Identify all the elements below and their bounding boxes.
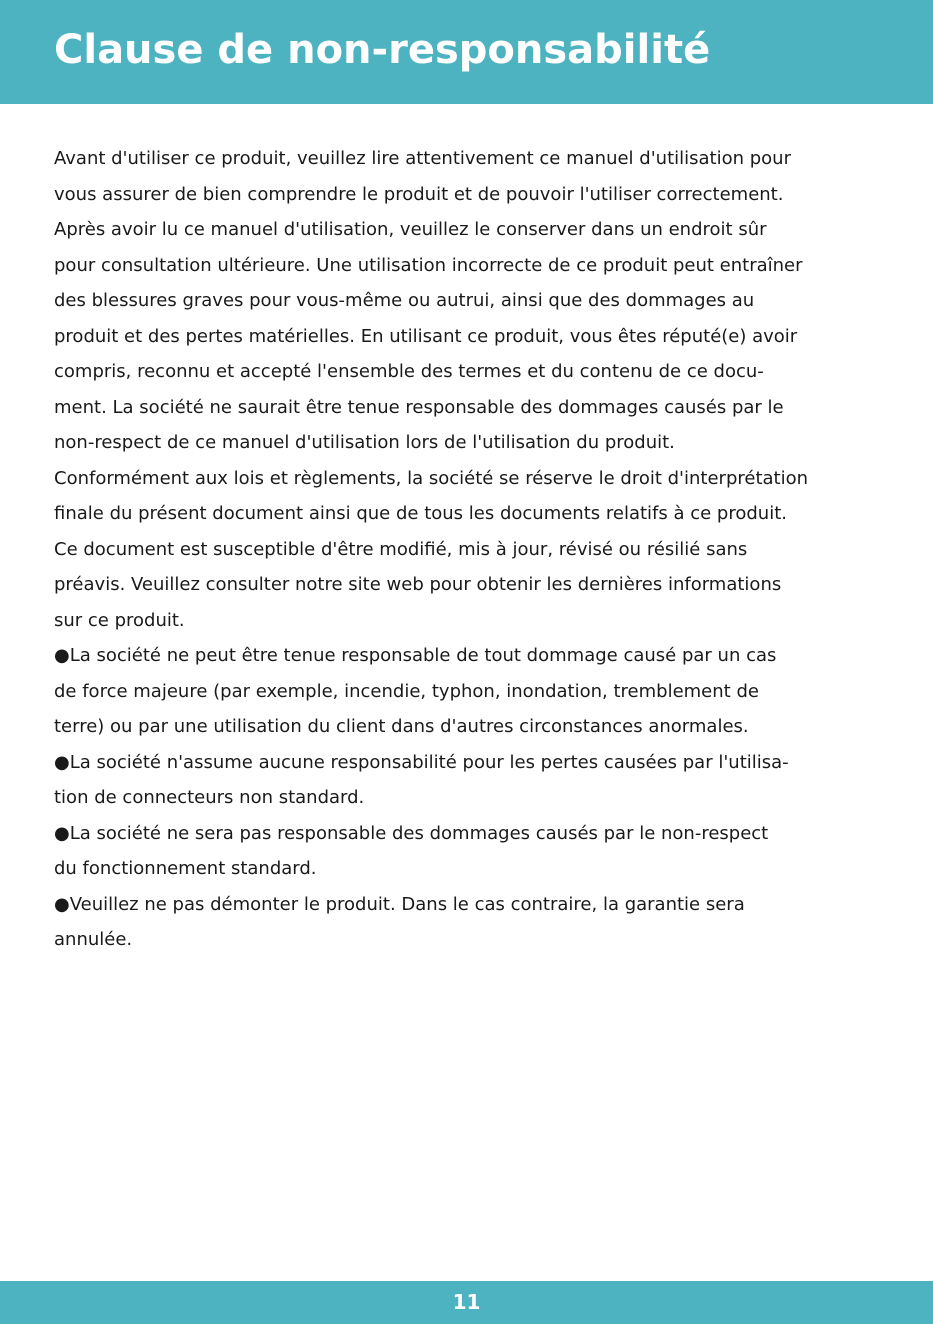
body-line: tion de connecteurs non standard. [54, 787, 365, 808]
body-line: compris, reconnu et accepté l'ensemble des termes et du contenu de ce docu- [54, 361, 764, 382]
body-line: finale du présent document ainsi que de tous les documents relatifs à ce produit. [54, 503, 787, 524]
body-line: Avant d'utiliser ce produit, veuillez lire attentivement ce manuel d'utilisation pour [54, 148, 791, 169]
bullet-line: ●La société ne peut être tenue responsable de tout dommage causé par un cas [54, 645, 777, 666]
body-line: terre) ou par une utilisation du client dans d'autres circonstances anormales. [54, 716, 749, 737]
body-line: sur ce produit. [54, 609, 185, 631]
body-line: Après avoir lu ce manuel d'utilisation, veuillez le conserver dans un endroit sûr [54, 219, 767, 240]
footer-band [0, 1281, 933, 1324]
body-line: vous assurer de bien comprendre le produit et de pouvoir l'utiliser correctement. [54, 183, 784, 205]
body-line: de force majeure (par exemple, incendie, typhon, inondation, tremblement de [54, 680, 759, 702]
body-line: Ce document est susceptible d'être modifié, mis à jour, révisé ou résilié sans [54, 538, 748, 560]
header-band [0, 0, 933, 104]
bullet-line: ●La société n'assume aucune responsabilité pour les pertes causées par l'utilisa- [54, 751, 789, 773]
disclaimer-body [54, 141, 884, 958]
bullet-line: ●Veuillez ne pas démonter le produit. Dans le cas contraire, la garantie sera [54, 893, 745, 915]
body-line: préavis. Veuillez consulter notre site web pour obtenir les dernières informations [54, 574, 782, 595]
body-line: des blessures graves pour vous-même ou autrui, ainsi que des dommages au [54, 290, 755, 311]
body-line: ment. La société ne saurait être tenue responsable des dommages causés par le [54, 396, 784, 418]
body-line: pour consultation ultérieure. Une utilisation incorrecte de ce produit peut entraîner [54, 254, 803, 276]
body-line: non-respect de ce manuel d'utilisation lors de l'utilisation du produit. [54, 432, 675, 453]
body-line: du fonctionnement standard. [54, 858, 317, 879]
page-number: 11 [452, 1290, 481, 1314]
bullet-line: ●La société ne sera pas responsable des dommages causés par le non-respect [54, 822, 769, 844]
body-line: produit et des pertes matérielles. En utilisant ce produit, vous êtes réputé(e) avoir [54, 325, 798, 347]
body-line: Conformément aux lois et règlements, la société se réserve le droit d'interprétation [54, 467, 809, 489]
body-line: annulée. [54, 929, 133, 950]
page-title: Clause de non-responsabilité [54, 27, 711, 73]
